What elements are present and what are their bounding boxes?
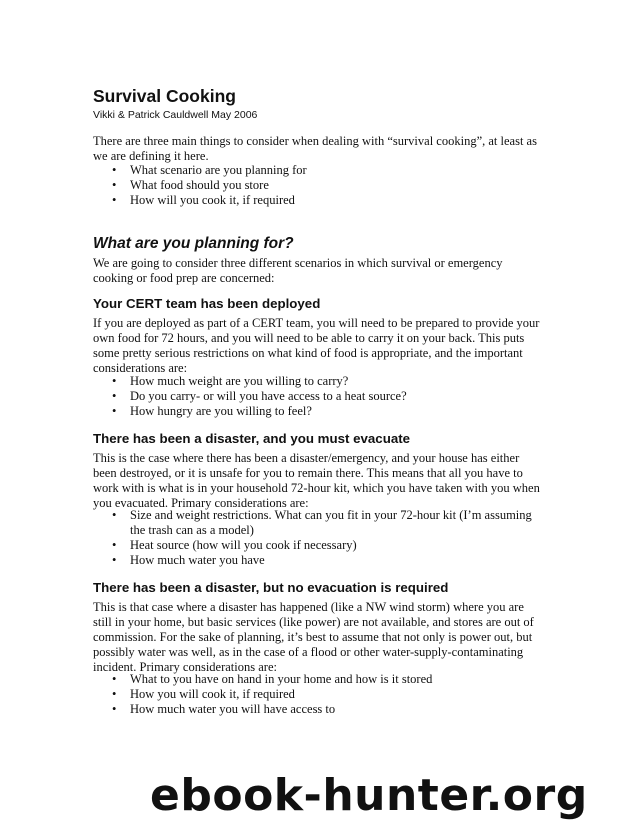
no-evacuation-line: incident. Primary considerations are: bbox=[93, 660, 277, 674]
list-item: • Do you carry- or will you have access to a heat source? bbox=[112, 389, 407, 404]
planning-line: cooking or food prep are concerned: bbox=[93, 271, 275, 285]
intro-line: we are defining it here. bbox=[93, 149, 209, 163]
list-item: • What food should you store bbox=[112, 178, 307, 193]
evacuate-list bbox=[112, 508, 532, 568]
cert-line: considerations are: bbox=[93, 361, 188, 375]
list-item bbox=[112, 553, 532, 568]
list-item: • How will you cook it, if required bbox=[112, 193, 307, 208]
list-item: • How much weight are you willing to carry? bbox=[112, 374, 407, 389]
no-evacuation-list bbox=[112, 672, 432, 717]
list-item-line: the trash can as a model) bbox=[130, 523, 254, 537]
watermark: ebook-hunter.org bbox=[150, 770, 588, 821]
evacuate-line: been destroyed, or it is unsafe for you to remain there. This means that all you have to bbox=[93, 466, 523, 480]
document-subtitle: Vikki & Patrick Cauldwell May 2006 bbox=[93, 109, 258, 121]
list-item: • How much water you will have access to bbox=[112, 702, 432, 717]
evacuate-paragraph bbox=[93, 451, 540, 511]
planning-paragraph bbox=[93, 256, 503, 286]
cert-line: If you are deployed as part of a CERT team, you will need to be prepared to provide your bbox=[93, 316, 540, 330]
subheading-cert: Your CERT team has been deployed bbox=[93, 296, 321, 311]
planning-line: We are going to consider three different scenarios in which survival or emergency bbox=[93, 256, 503, 270]
cert-paragraph bbox=[93, 316, 539, 376]
list-item bbox=[112, 538, 532, 553]
list-item: • What scenario are you planning for bbox=[112, 163, 307, 178]
no-evacuation-line: commission. For the sake of planning, it’s best to assume that not only is power out, but bbox=[93, 630, 533, 644]
list-item-line: • Heat source (how will you cook if necessary) bbox=[130, 538, 357, 552]
cert-line: some pretty serious restrictions on what kind of food is appropriate, and the important bbox=[93, 346, 523, 360]
no-evacuation-line: This is that case where a disaster has happened (like a NW wind storm) where you are bbox=[93, 600, 524, 614]
list-item: • How hungry are you willing to feel? bbox=[112, 404, 407, 419]
list-item: • How you will cook it, if required bbox=[112, 687, 432, 702]
no-evacuation-paragraph bbox=[93, 600, 534, 675]
evacuate-line: you evacuated. Primary considerations are: bbox=[93, 496, 309, 510]
intro-line: There are three main things to consider when dealing with “survival cooking”, at least as bbox=[93, 134, 537, 148]
cert-line: own food for 72 hours, and you will need to be able to carry it on your back. This puts bbox=[93, 331, 525, 345]
list-item-line: • Size and weight restrictions. What can you fit in your 72-hour kit (I’m assuming bbox=[130, 508, 532, 522]
intro-list bbox=[112, 163, 307, 208]
list-item-line: • How much water you have bbox=[130, 553, 265, 567]
list-item: • What to you have on hand in your home and how is it stored bbox=[112, 672, 432, 687]
evacuate-line: This is the case where there has been a disaster/emergency, and your house has either bbox=[93, 451, 520, 465]
no-evacuation-line: still in your home, but basic services (like power) are not available, and stores are out of bbox=[93, 615, 534, 629]
intro-paragraph bbox=[93, 134, 537, 164]
subheading-no-evacuation: There has been a disaster, but no evacuation is required bbox=[93, 580, 449, 595]
cert-list bbox=[112, 374, 407, 419]
evacuate-line: work with is what is in your household 72-hour kit, which you have taken with you when bbox=[93, 481, 540, 495]
no-evacuation-line: possibly water was well, as in the case of a flood or other water-supply-contaminating bbox=[93, 645, 524, 659]
document-title: Survival Cooking bbox=[93, 86, 236, 106]
subheading-evacuate: There has been a disaster, and you must evacuate bbox=[93, 431, 411, 446]
list-item bbox=[112, 508, 532, 538]
section-heading-planning: What are you planning for? bbox=[93, 235, 294, 252]
